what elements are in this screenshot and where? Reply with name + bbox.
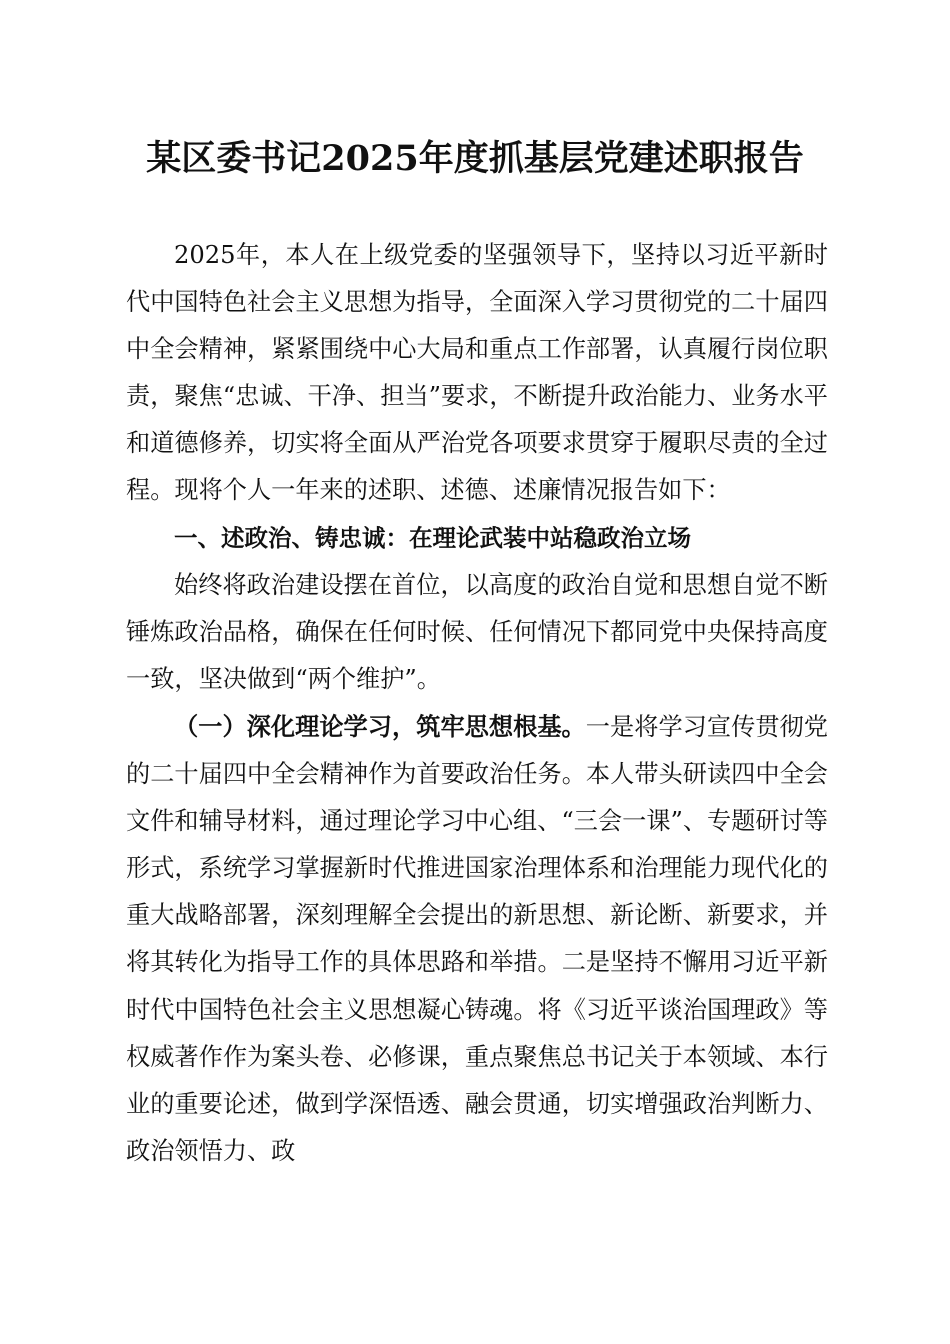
- section-1-heading: 一、述政治、铸忠诚：在理论武装中站稳政治立场: [174, 523, 691, 552]
- section-1-paragraph: 始终将政治建设摆在首位，以高度的政治自觉和思想自觉不断锤炼政治品格，确保在任何时候、任何情况下都同党中央保持高度一致，坚决做到“两个维护”。: [126, 570, 828, 693]
- document-title: 某区委书记2025年度抓基层党建述职报告: [146, 138, 804, 179]
- subsection-1-heading: （一）深化理论学习，筑牢思想根基。: [174, 711, 586, 741]
- intro-paragraph: 2025年，本人在上级党委的坚强领导下，坚持以习近平新时代中国特色社会主义思想为指导，全面深入学习贯彻党的二十届四中全会精神，紧紧围绕中心大局和重点工作部署，认真履行岗位职责，聚焦“忠诚、干净、担当”要求，不断提升政治能力、业务水平和道德修养，切实将全面从严治党各项要求贯穿于履职尽责的全过程。现将个人一年来的述职、述德、述廉情况报告如下：: [126, 241, 828, 505]
- subsection-1-text: 一是将学习宣传贯彻党的二十届四中全会精神作为首要政治任务。本人带头研读四中全会文件和辅导材料，通过理论学习中心组、“三会一课”、专题研讨等形式，系统学习掌握新时代推进国家治理体系和治理能力现代化的重大战略部署，深刻理解全会提出的新思想、新论断、新要求，并将其转化为指导工作的具体思路和举措。二是坚持不懈用习近平新时代中国特色社会主义思想凝心铸魂。将《习近平谈治国理政》等权威著作作为案头卷、必修课，重点聚焦总书记关于本领域、本行业的重要论述，做到学深悟透、融会贯通，切实增强政治判断力、政治领悟力、政: [126, 712, 828, 1165]
- document-body: [126, 232, 828, 1175]
- subsection-1-paragraph: [126, 703, 828, 1175]
